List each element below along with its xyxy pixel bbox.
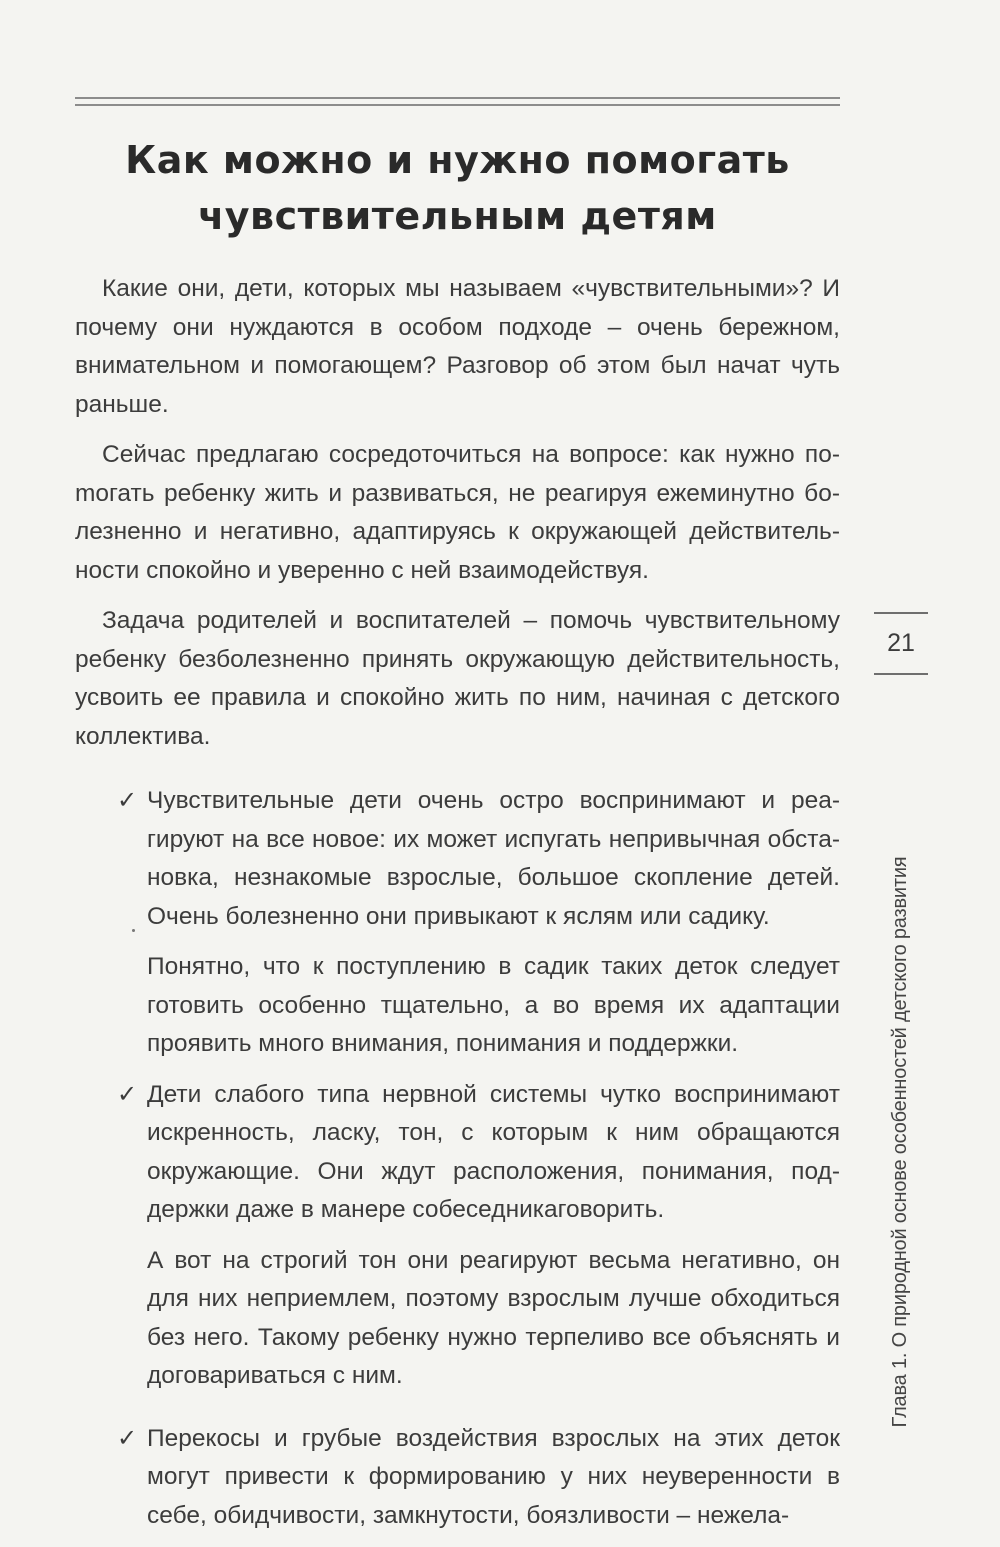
page-title	[75, 132, 840, 244]
list-item	[75, 1076, 840, 1396]
title-line: Как можно и нужно помогать	[125, 138, 790, 182]
checklist	[75, 782, 840, 1535]
paragraph: Задача родителей и воспитателей – помочь чувствительному ребенку безболезненно принять окружающую действительность, усвоить ее правила и спокойно жить по ним, начиная с детского коллектива.	[75, 607, 840, 750]
list-item-text: Чувствительные дети очень остро воспринимают и реагируют на все новое: их может испугать непривычная обстановка, незнакомые взрослые, большое скопление детей. Очень болезненно они привыкают к яслям или садику.	[147, 787, 840, 930]
checkmark-icon: ✓	[117, 1080, 138, 1108]
title-line: чувствительным детям	[198, 194, 717, 238]
running-head-text: Глава 1. О природной основе особенностей детского развития	[889, 856, 911, 1428]
list-item-text: Перекосы и грубые воздействия взрослых на этих деток могут привести к формированию у них неуверенности в себе, обидчивости, замкнутости, боязливости – нежела-	[147, 1424, 840, 1529]
checkmark-icon: ✓	[117, 787, 138, 814]
page-number-rule	[874, 612, 928, 614]
print-speck	[132, 929, 135, 932]
list-item-text: Понятно, что к поступлению в садик таких деток следует готовить особенно тщательно, а во время их адаптации проявить много внимания, понимания и поддержки.	[147, 953, 840, 1057]
top-rule	[75, 97, 840, 99]
list-item-text: Дети слабого типа нервной системы чутко воспринимают искренность, ласку, тон, с которым к ним обращаются окружающие. Они ждут расположения, понимания, поддержки даже в манере собеседникаговорить.	[147, 1080, 840, 1223]
page-number-block	[874, 612, 928, 675]
checkmark-icon: ✓	[117, 1424, 138, 1452]
paragraph: Сейчас предлагаю сосредоточиться на вопросе: как нужно поmогать ребенку жить и развиваться, не реагируя ежеминутно болезненно и негативно, адаптируясь к окружающей действительности спокойно и уверенно с ней взаимодействуя.	[75, 441, 840, 584]
list-item	[75, 782, 840, 1064]
body-text	[75, 270, 840, 1547]
page-number-rule	[874, 673, 928, 675]
list-item	[75, 1420, 840, 1536]
page-number: 21	[887, 629, 915, 657]
paragraph: Какие они, дети, которых мы называем «чувствительными»? И почему они нуждаются в особом подходе – очень бережном, внимательном и помогающем? Разговор об этом был начат чуть раньше.	[75, 275, 840, 418]
list-item-text: А вот на строгий тон они реагируют весьма негативно, он для них неприемлем, поэтому взрослым лучше обходиться без него. Такому ребенку нужно терпеливо все объяснять и договариваться с ним.	[147, 1246, 840, 1389]
top-rule	[75, 104, 840, 106]
